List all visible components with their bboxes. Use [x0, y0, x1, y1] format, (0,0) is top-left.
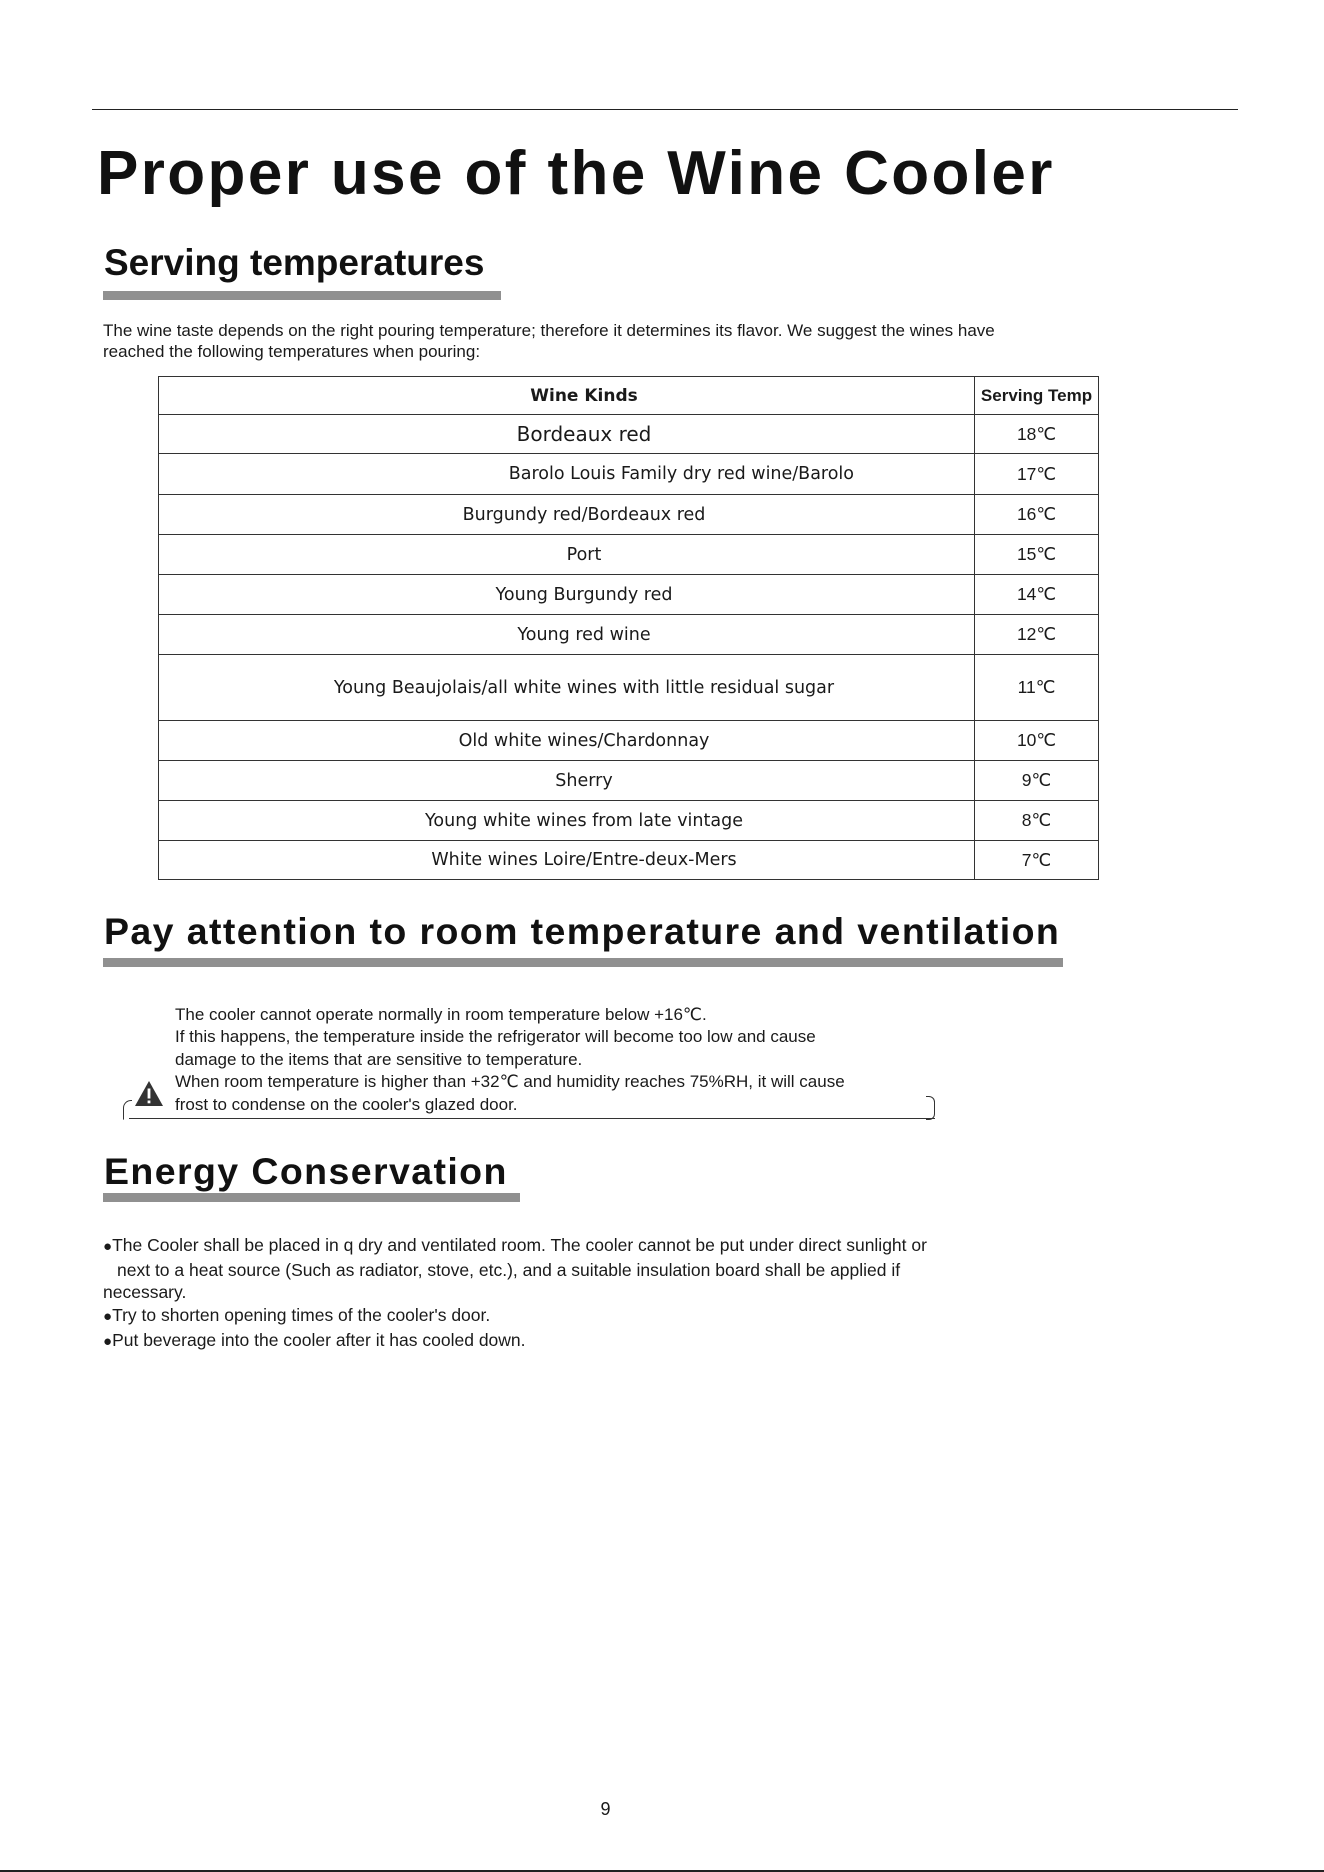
- notice-line: If this happens, the temperature inside the refrigerator will become too low and cause: [175, 1027, 816, 1047]
- table-row: [159, 415, 1099, 454]
- serving-temp-cell: 12℃: [975, 615, 1099, 655]
- wine-kind-cell: Young white wines from late vintage: [159, 801, 975, 841]
- serving-intro-line-2: reached the following temperatures when pouring:: [103, 342, 481, 361]
- page-title: Proper use of the Wine Cooler: [97, 139, 1055, 208]
- notice-line: frost to condense on the cooler's glazed door.: [175, 1094, 518, 1114]
- wine-kind-cell: Young red wine: [159, 615, 975, 655]
- serving-temp-cell: 8℃: [975, 801, 1099, 841]
- wine-kind-cell: Barolo Louis Family dry red wine/Barolo: [159, 454, 975, 495]
- energy-tips-list: [103, 1234, 1103, 1354]
- serving-heading: Serving temperatures: [104, 242, 485, 283]
- serving-heading-bar: [103, 291, 501, 300]
- wine-kind-cell: Bordeaux red: [159, 415, 975, 454]
- notice-underline: [129, 1118, 935, 1119]
- list-item: [103, 1234, 1103, 1304]
- serving-intro-line-1: The wine taste depends on the right pouring temperature; therefore it determines its flavor. We suggest the wines have: [103, 321, 995, 340]
- wine-kind-cell: Port: [159, 535, 975, 575]
- table-row: [159, 841, 1099, 880]
- notice-line: When room temperature is higher than +32℃ and humidity reaches 75%RH, it will cause: [175, 1072, 845, 1092]
- page-number: 9: [600, 1799, 611, 1819]
- table-row: [159, 535, 1099, 575]
- notice-bracket-right: [926, 1096, 935, 1120]
- serving-temp-cell: 18℃: [975, 415, 1099, 454]
- header-rule: [92, 109, 1238, 110]
- energy-tip-text: Try to shorten opening times of the cooler's door.: [112, 1305, 491, 1325]
- list-item: [103, 1329, 1103, 1354]
- room-temperature-heading: Pay attention to room temperature and ventilation: [104, 910, 1061, 952]
- notice-text: [175, 1004, 845, 1116]
- table-row: [159, 575, 1099, 615]
- bullet-icon: ●: [103, 1333, 113, 1350]
- serving-temperature-table: [158, 376, 1099, 880]
- wine-kind-cell: Sherry: [159, 761, 975, 801]
- column-header-wine-kinds: Wine Kinds: [159, 377, 975, 415]
- energy-tip-text: necessary.: [103, 1282, 187, 1302]
- wine-kind-cell: Young Burgundy red: [159, 575, 975, 615]
- table-row: [159, 454, 1099, 495]
- serving-temp-cell: 14℃: [975, 575, 1099, 615]
- wine-kind-cell: Burgundy red/Bordeaux red: [159, 495, 975, 535]
- table-row: [159, 801, 1099, 841]
- bullet-icon: ●: [103, 1238, 113, 1255]
- notice-bracket-left: [123, 1100, 132, 1120]
- serving-intro: [103, 320, 1213, 362]
- room-temperature-notice: [123, 1000, 935, 1120]
- table-row: [159, 761, 1099, 801]
- table-row: [159, 655, 1099, 721]
- table-header-row: [159, 377, 1099, 415]
- energy-conservation-heading: Energy Conservation: [104, 1150, 508, 1192]
- serving-temp-cell: 10℃: [975, 721, 1099, 761]
- wine-kind-cell: Young Beaujolais/all white wines with little residual sugar: [159, 655, 975, 721]
- energy-tip-text: next to a heat source (Such as radiator, stove, etc.), and a suitable insulation board shall be applied if: [117, 1259, 901, 1280]
- serving-temp-cell: 15℃: [975, 535, 1099, 575]
- energy-conservation-heading-bar: [103, 1193, 520, 1202]
- serving-temp-cell: 17℃: [975, 454, 1099, 495]
- serving-temp-cell: 16℃: [975, 495, 1099, 535]
- notice-line: The cooler cannot operate normally in room temperature below +16℃.: [175, 1005, 707, 1024]
- energy-tip-text: The Cooler shall be placed in q dry and ventilated room. The cooler cannot be put under direct sunlight or: [112, 1235, 927, 1255]
- table-row: [159, 615, 1099, 655]
- column-header-serving-temp: Serving Temp: [975, 377, 1099, 415]
- notice-line: damage to the items that are sensitive to temperature.: [175, 1049, 583, 1069]
- serving-temp-cell: 11℃: [975, 655, 1099, 721]
- bullet-icon: ●: [103, 1308, 113, 1325]
- table-row: [159, 495, 1099, 535]
- serving-temp-cell: 7℃: [975, 841, 1099, 880]
- wine-kind-cell: White wines Loire/Entre-deux-Mers: [159, 841, 975, 880]
- serving-temp-cell: 9℃: [975, 761, 1099, 801]
- wine-kind-cell: Old white wines/Chardonnay: [159, 721, 975, 761]
- table-row: [159, 721, 1099, 761]
- room-temperature-heading-bar: [103, 958, 1063, 967]
- list-item: [103, 1304, 1103, 1329]
- warning-icon: [134, 1080, 164, 1108]
- energy-tip-text: Put beverage into the cooler after it has cooled down.: [112, 1330, 526, 1350]
